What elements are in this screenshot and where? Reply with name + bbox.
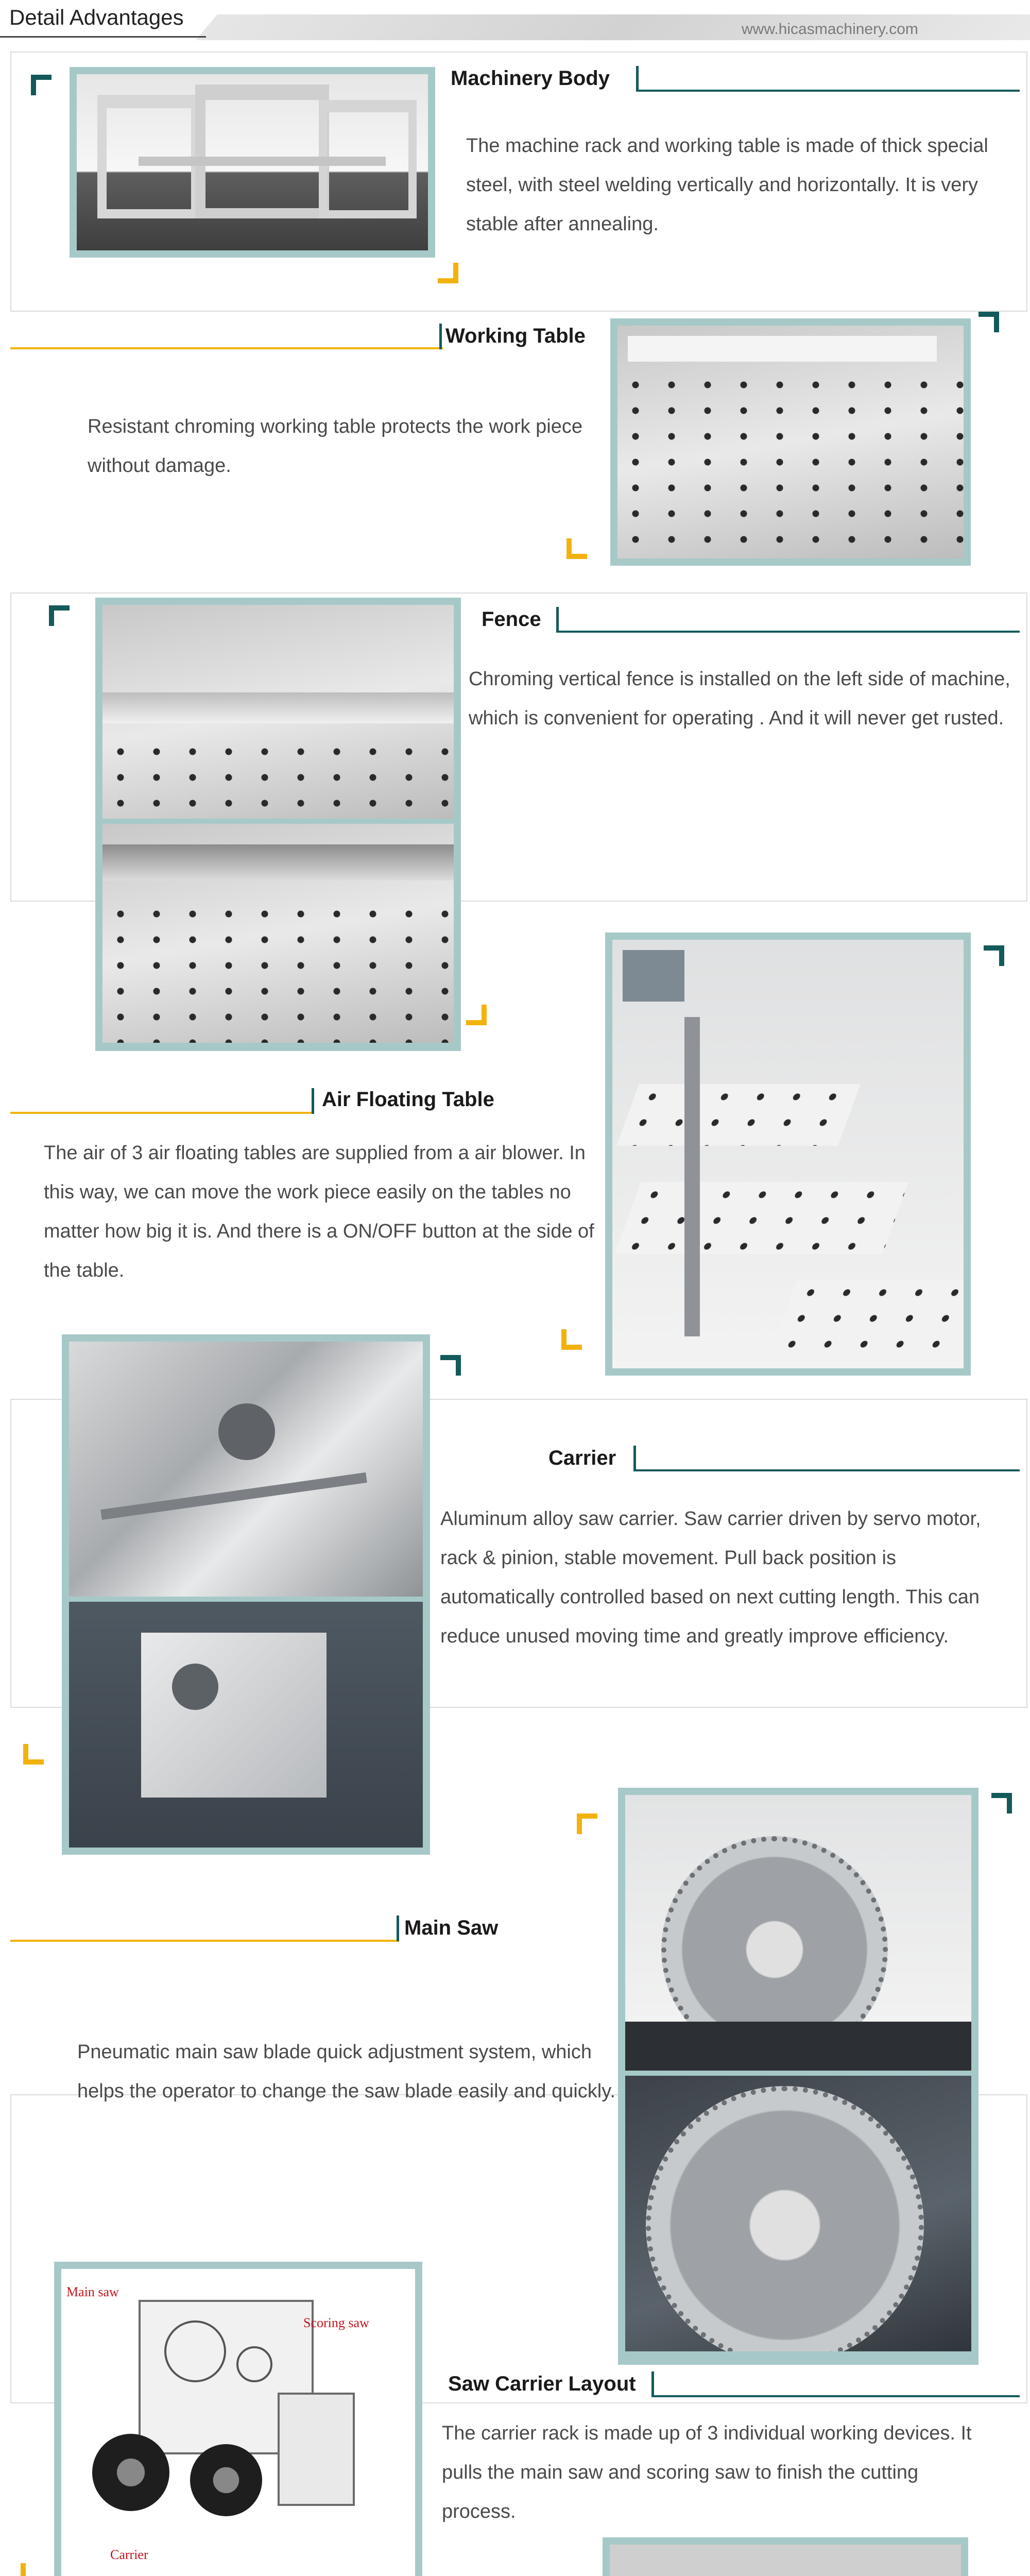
carrier-text: Aluminum alloy saw carrier. Saw carrier driven by servo motor, rack & pinion, stable movement. Pull back position is automatically controlled based on next cutting length. This can reduce unused moving time and greatly improve efficiency. — [440, 1508, 981, 1647]
corner-bracket — [31, 75, 52, 95]
corner-bracket — [440, 1355, 461, 1376]
main-saw-image-frame — [618, 1788, 978, 2365]
title-underline — [10, 1112, 314, 1114]
air-floating-table-photo — [612, 940, 964, 1368]
saw-carrier-layout-diagram — [61, 2269, 415, 2576]
saw-carrier-layout-image-frame — [54, 2262, 422, 2576]
corner-bracket — [561, 1329, 582, 1350]
main-saw-title: Main Saw — [404, 1917, 499, 1939]
title-underline — [654, 2395, 1020, 2397]
diagram-label-scoring-saw: Scoring saw — [303, 2315, 369, 2330]
corner-bracket — [438, 263, 458, 283]
carrier-photo-bottom — [69, 1602, 423, 1848]
saw-carrier-layout-title: Saw Carrier Layout — [448, 2372, 636, 2395]
title-bar — [633, 1446, 636, 1471]
title-bar — [439, 324, 442, 349]
working-table-photo — [617, 326, 964, 558]
fence-photo-top — [102, 605, 454, 819]
main-saw-text: Pneumatic main saw blade quick adjustment system, which helps the operator to change the saw blade easily and quickly. — [77, 2041, 615, 2102]
title-bar — [397, 1916, 399, 1941]
carrier-photo-top — [69, 1342, 423, 1597]
double-side-aligner-photo-top — [610, 2545, 961, 2576]
fence-photo-bottom — [102, 824, 454, 1043]
main-saw-photo-top — [625, 1795, 971, 2071]
title-bar — [556, 607, 559, 633]
title-underline — [10, 347, 443, 349]
working-table-title: Working Table — [445, 325, 586, 347]
title-bar — [312, 1088, 314, 1114]
main-saw-photo-bottom — [625, 2076, 971, 2351]
machinery-body-text: The machine rack and working table is made of thick special steel, with steel welding vertically and horizontally. It is very stable after annealing. — [466, 135, 988, 235]
fence-text: Chroming vertical fence is installed on the left side of machine, which is convenient for operating . And it will never get rusted. — [469, 668, 1010, 729]
title-bar — [651, 2371, 654, 2397]
corner-bracket — [49, 605, 70, 626]
title-underline — [639, 90, 1020, 92]
corner-bracket — [577, 1814, 597, 1834]
title-underline — [559, 631, 1020, 633]
page-title: Detail Advantages — [9, 5, 184, 29]
working-table-image-frame — [610, 318, 971, 566]
working-table-text: Resistant chroming working table protects the work piece without damage. — [88, 416, 583, 477]
saw-carrier-layout-text: The carrier rack is made up of 3 individual working devices. It pulls the main saw and scoring saw to finish the cutting process. — [442, 2422, 972, 2522]
carrier-image-frame — [62, 1334, 430, 1855]
corner-bracket — [978, 312, 999, 332]
air-floating-table-title: Air Floating Table — [322, 1088, 494, 1111]
title-underline — [636, 1469, 1020, 1471]
machinery-body-photo — [77, 74, 428, 250]
carrier-title: Carrier — [548, 1447, 616, 1469]
corner-bracket — [566, 538, 587, 559]
diagram-label-carrier: Carrier — [110, 2547, 148, 2562]
machinery-body-title: Machinery Body — [451, 67, 610, 90]
machinery-body-image-frame — [70, 67, 435, 258]
title-bar — [636, 66, 639, 92]
corner-bracket — [984, 945, 1004, 966]
fence-title: Fence — [482, 608, 541, 631]
air-floating-table-text: The air of 3 air floating tables are supplied from a air blower. In this way, we can move the work piece easily on the tables no matter how big it is. And there is a ON/OFF button at the side of the table. — [44, 1142, 594, 1281]
double-side-aligner-image-frame — [603, 2537, 968, 2576]
fence-image-frame — [95, 598, 461, 1051]
title-underline — [10, 1940, 399, 1942]
website-link[interactable]: www.hicasmachinery.com — [742, 21, 918, 38]
diagram-label-main-saw: Main saw — [66, 2284, 119, 2299]
corner-bracket — [466, 1005, 487, 1025]
corner-bracket — [23, 1744, 44, 1765]
header-underline — [0, 36, 206, 38]
corner-bracket — [21, 2563, 41, 2576]
corner-bracket — [991, 1793, 1012, 1814]
air-floating-table-image-frame — [605, 933, 971, 1376]
